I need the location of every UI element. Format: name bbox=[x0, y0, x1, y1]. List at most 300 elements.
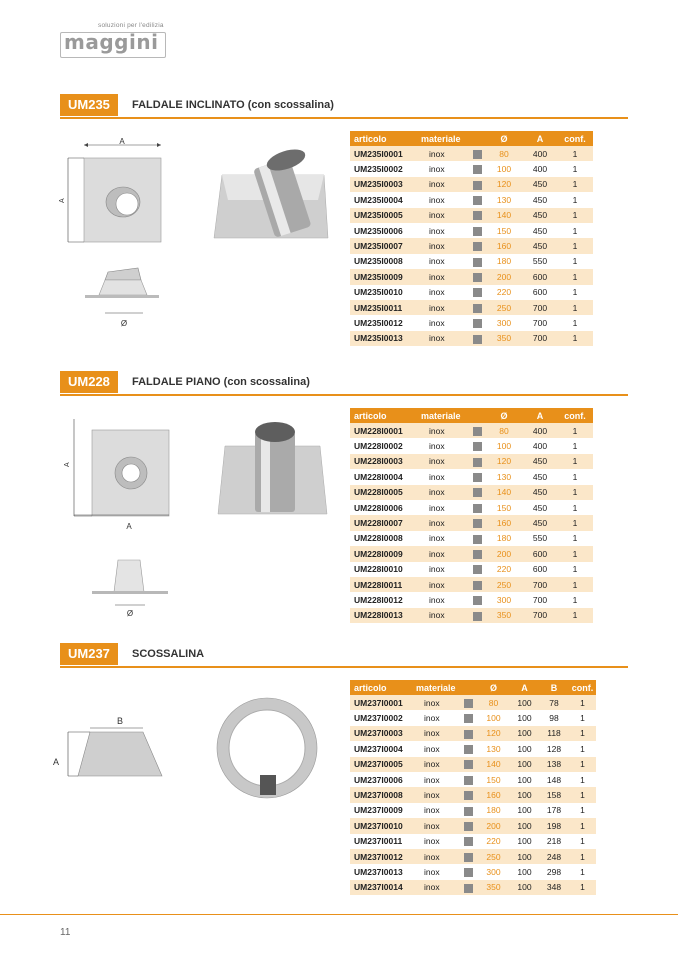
article-code: UM235I0002 bbox=[354, 164, 403, 175]
swatch-square bbox=[473, 612, 482, 621]
diameter-cell: 150 bbox=[496, 225, 512, 236]
value-cell: 1 bbox=[580, 866, 585, 877]
table-header-row bbox=[350, 680, 596, 695]
value-cell: 1 bbox=[580, 836, 585, 847]
material-swatch bbox=[469, 438, 485, 453]
dim-label-diam: Ø bbox=[126, 609, 134, 618]
material-swatch bbox=[459, 787, 477, 802]
material-swatch bbox=[469, 223, 485, 238]
value-cell: 450 bbox=[532, 225, 548, 236]
swatch-square bbox=[464, 730, 473, 739]
diameter-cell: 200 bbox=[485, 269, 523, 284]
material-swatch bbox=[469, 208, 485, 223]
article-code: UM235I0013 bbox=[350, 331, 417, 346]
value-cell: 600 bbox=[523, 269, 557, 284]
section-code: UM228 bbox=[60, 371, 118, 393]
swatch-square bbox=[473, 304, 482, 313]
material-swatch bbox=[469, 177, 485, 192]
swatch-square bbox=[473, 581, 482, 590]
material-cell: inox bbox=[417, 238, 469, 253]
swatch-square bbox=[473, 288, 482, 297]
swatch-square bbox=[473, 273, 482, 282]
material-cell: inox bbox=[424, 743, 440, 754]
article-code: UM237I0005 bbox=[350, 757, 412, 772]
table-row bbox=[350, 531, 593, 546]
article-code: UM228I0007 bbox=[350, 515, 417, 530]
value-cell: 1 bbox=[569, 787, 596, 802]
table-row bbox=[350, 238, 593, 253]
dim-label-a: A bbox=[53, 757, 60, 767]
table-row bbox=[350, 177, 593, 192]
table-row bbox=[350, 192, 593, 207]
material-swatch bbox=[469, 423, 485, 438]
swatch-square bbox=[473, 565, 482, 574]
article-code: UM228I0009 bbox=[350, 546, 417, 561]
section-header-um235 bbox=[60, 94, 628, 116]
material-swatch bbox=[469, 285, 485, 300]
table-row bbox=[350, 300, 593, 315]
table-row bbox=[350, 787, 596, 802]
table-row bbox=[350, 577, 593, 592]
value-cell: 1 bbox=[557, 577, 593, 592]
spec-table-um237 bbox=[350, 680, 596, 895]
value-cell: 450 bbox=[523, 238, 557, 253]
column-header: materiale bbox=[417, 131, 469, 146]
section-rule bbox=[60, 117, 628, 119]
swatch-square bbox=[464, 760, 473, 769]
diameter-cell: 100 bbox=[496, 164, 512, 175]
table-row bbox=[350, 423, 593, 438]
material-cell: inox bbox=[424, 805, 440, 816]
diameter-cell: 220 bbox=[486, 836, 501, 847]
swatch-square bbox=[473, 535, 482, 544]
article-code: UM228I0003 bbox=[350, 454, 417, 469]
material-cell: inox bbox=[417, 146, 469, 161]
swatch-square bbox=[464, 807, 473, 816]
dim-label-a: A bbox=[119, 137, 125, 146]
table-row bbox=[350, 485, 593, 500]
value-cell: 1 bbox=[572, 256, 578, 267]
value-cell: 600 bbox=[523, 546, 557, 561]
table-row bbox=[350, 469, 593, 484]
table-row bbox=[350, 849, 596, 864]
value-cell: 1 bbox=[580, 805, 585, 816]
diameter-cell: 80 bbox=[485, 146, 523, 161]
swatch-square bbox=[464, 868, 473, 877]
article-code: UM235I0004 bbox=[354, 194, 403, 205]
diameter-cell: 160 bbox=[485, 515, 523, 530]
swatch-square bbox=[473, 242, 482, 251]
swatch-square bbox=[473, 196, 482, 205]
swatch-square bbox=[473, 519, 482, 528]
article-code: UM235I0012 bbox=[354, 317, 403, 328]
material-swatch bbox=[469, 454, 485, 469]
section-title: FALDALE PIANO (con scossalina) bbox=[132, 376, 310, 388]
brand-logo bbox=[60, 22, 168, 58]
material-cell: inox bbox=[417, 577, 469, 592]
material-swatch bbox=[459, 818, 477, 833]
value-cell: 218 bbox=[546, 836, 562, 847]
swatch-square bbox=[464, 745, 473, 754]
value-cell: 1 bbox=[572, 317, 578, 328]
article-code: UM235I0003 bbox=[350, 177, 417, 192]
material-swatch bbox=[459, 849, 477, 864]
material-swatch bbox=[469, 331, 485, 346]
brand-name: maggini bbox=[64, 30, 159, 54]
value-cell: 1 bbox=[572, 564, 578, 575]
article-code: UM237I0009 bbox=[354, 805, 403, 816]
value-cell: 400 bbox=[523, 423, 557, 438]
value-cell: 1 bbox=[569, 818, 596, 833]
diameter-cell: 350 bbox=[485, 331, 523, 346]
table-body bbox=[350, 695, 596, 895]
column-header: articolo bbox=[350, 131, 417, 146]
table-row bbox=[350, 772, 596, 787]
table-row bbox=[350, 864, 596, 879]
material-swatch bbox=[459, 741, 477, 756]
swatch-square bbox=[473, 427, 482, 436]
article-code: UM228I0013 bbox=[350, 608, 417, 623]
value-cell: 100 bbox=[517, 743, 532, 754]
table-row bbox=[350, 726, 596, 741]
table-row bbox=[350, 562, 593, 577]
material-swatch bbox=[469, 192, 485, 207]
table-row bbox=[350, 592, 593, 607]
brand-tagline: soluzioni per l'edilizia bbox=[98, 22, 164, 29]
swatch-square bbox=[464, 791, 473, 800]
dim-label-side: A bbox=[59, 198, 66, 203]
diameter-cell: 180 bbox=[496, 533, 512, 544]
table-row bbox=[350, 834, 596, 849]
article-code: UM237I0001 bbox=[350, 695, 412, 710]
diameter-cell: 220 bbox=[496, 564, 512, 575]
diameter-cell: 150 bbox=[486, 774, 501, 785]
value-cell: 1 bbox=[557, 485, 593, 500]
diameter-cell: 140 bbox=[485, 485, 523, 500]
value-cell: 128 bbox=[546, 743, 562, 754]
technical-drawing-um237 bbox=[50, 712, 180, 782]
material-cell: inox bbox=[429, 564, 445, 575]
article-code: UM228I0012 bbox=[354, 594, 403, 605]
column-header bbox=[459, 680, 477, 695]
diameter-cell: 220 bbox=[496, 287, 512, 298]
diameter-cell: 300 bbox=[496, 317, 512, 328]
material-swatch bbox=[459, 803, 477, 818]
material-cell: inox bbox=[429, 287, 445, 298]
value-cell: 1 bbox=[572, 471, 578, 482]
material-swatch bbox=[469, 515, 485, 530]
material-cell: inox bbox=[417, 546, 469, 561]
value-cell: 550 bbox=[532, 533, 548, 544]
section-header-um237 bbox=[60, 643, 628, 665]
section-title: FALDALE INCLINATO (con scossalina) bbox=[132, 99, 334, 111]
value-cell: 248 bbox=[539, 849, 569, 864]
material-cell: inox bbox=[429, 471, 445, 482]
material-swatch bbox=[469, 546, 485, 561]
diameter-cell: 130 bbox=[496, 194, 512, 205]
value-cell: 600 bbox=[532, 287, 548, 298]
value-cell: 100 bbox=[510, 849, 539, 864]
diameter-cell: 300 bbox=[486, 866, 501, 877]
table-row bbox=[350, 710, 596, 725]
table-row bbox=[350, 315, 593, 330]
material-swatch bbox=[459, 695, 477, 710]
article-code: UM235I0011 bbox=[350, 300, 417, 315]
value-cell: 1 bbox=[572, 533, 578, 544]
swatch-square bbox=[473, 181, 482, 190]
diameter-cell: 130 bbox=[496, 471, 512, 482]
diameter-cell: 160 bbox=[477, 787, 510, 802]
column-header: Ø bbox=[485, 408, 523, 423]
value-cell: 450 bbox=[523, 515, 557, 530]
swatch-square bbox=[473, 442, 482, 451]
diameter-cell: 200 bbox=[485, 546, 523, 561]
value-cell: 450 bbox=[532, 471, 548, 482]
material-swatch bbox=[469, 500, 485, 515]
material-cell: inox bbox=[429, 441, 445, 452]
value-cell: 400 bbox=[532, 164, 548, 175]
material-swatch bbox=[469, 485, 485, 500]
column-header: Ø bbox=[485, 131, 523, 146]
column-header: conf. bbox=[557, 131, 593, 146]
value-cell: 700 bbox=[523, 331, 557, 346]
swatch-square bbox=[464, 714, 473, 723]
material-cell: inox bbox=[412, 695, 459, 710]
swatch-square bbox=[473, 504, 482, 513]
swatch-square bbox=[473, 550, 482, 559]
column-header: A bbox=[523, 131, 557, 146]
article-code: UM237I0008 bbox=[350, 787, 412, 802]
table-header-row bbox=[350, 131, 593, 146]
material-cell: inox bbox=[424, 836, 440, 847]
diameter-cell: 180 bbox=[486, 805, 501, 816]
table-row bbox=[350, 515, 593, 530]
value-cell: 1 bbox=[572, 441, 578, 452]
article-code: UM228I0005 bbox=[350, 485, 417, 500]
value-cell: 700 bbox=[532, 317, 548, 328]
value-cell: 100 bbox=[510, 880, 539, 895]
diameter-cell: 300 bbox=[496, 594, 512, 605]
material-swatch bbox=[459, 864, 477, 879]
material-swatch bbox=[469, 608, 485, 623]
material-swatch bbox=[469, 161, 485, 176]
value-cell: 298 bbox=[546, 866, 562, 877]
swatch-square bbox=[464, 776, 473, 785]
material-cell: inox bbox=[412, 757, 459, 772]
material-swatch bbox=[469, 300, 485, 315]
table-row bbox=[350, 208, 593, 223]
material-cell: inox bbox=[412, 849, 459, 864]
value-cell: 348 bbox=[539, 880, 569, 895]
article-code: UM235I0010 bbox=[354, 287, 403, 298]
value-cell: 1 bbox=[557, 300, 593, 315]
diameter-cell: 150 bbox=[496, 502, 512, 513]
diameter-cell: 160 bbox=[485, 238, 523, 253]
swatch-square bbox=[464, 853, 473, 862]
column-header: articolo bbox=[350, 408, 417, 423]
material-swatch bbox=[469, 315, 485, 330]
diameter-cell: 80 bbox=[485, 423, 523, 438]
diameter-cell: 100 bbox=[496, 441, 512, 452]
swatch-square bbox=[473, 211, 482, 220]
material-swatch bbox=[459, 880, 477, 895]
material-cell: inox bbox=[424, 713, 440, 724]
material-cell: inox bbox=[429, 194, 445, 205]
material-cell: inox bbox=[412, 818, 459, 833]
material-cell: inox bbox=[412, 787, 459, 802]
material-swatch bbox=[459, 772, 477, 787]
swatch-square bbox=[473, 319, 482, 328]
value-cell: 450 bbox=[523, 208, 557, 223]
article-code: UM228I0006 bbox=[354, 502, 403, 513]
value-cell: 1 bbox=[572, 502, 578, 513]
article-code: UM228I0010 bbox=[354, 564, 403, 575]
table-row bbox=[350, 223, 593, 238]
article-code: UM228I0008 bbox=[354, 533, 403, 544]
technical-drawing-um235 bbox=[55, 135, 185, 335]
swatch-square bbox=[464, 699, 473, 708]
value-cell: 100 bbox=[510, 787, 539, 802]
material-cell: inox bbox=[429, 164, 445, 175]
value-cell: 1 bbox=[572, 594, 578, 605]
section-header-um228 bbox=[60, 371, 628, 393]
value-cell: 1 bbox=[557, 208, 593, 223]
value-cell: 100 bbox=[517, 774, 532, 785]
article-code: UM235I0007 bbox=[350, 238, 417, 253]
value-cell: 100 bbox=[517, 866, 532, 877]
article-code: UM237I0003 bbox=[350, 726, 412, 741]
material-swatch bbox=[469, 469, 485, 484]
diameter-cell: 80 bbox=[477, 695, 510, 710]
diameter-cell: 130 bbox=[486, 743, 501, 754]
diameter-cell: 350 bbox=[485, 608, 523, 623]
article-code: UM228I0004 bbox=[354, 471, 403, 482]
material-cell: inox bbox=[417, 208, 469, 223]
value-cell: 1 bbox=[569, 726, 596, 741]
table-row bbox=[350, 331, 593, 346]
value-cell: 148 bbox=[546, 774, 562, 785]
dim-label-a: A bbox=[126, 522, 132, 531]
value-cell: 100 bbox=[510, 818, 539, 833]
value-cell: 1 bbox=[580, 713, 585, 724]
value-cell: 1 bbox=[572, 225, 578, 236]
value-cell: 1 bbox=[569, 880, 596, 895]
material-swatch bbox=[469, 269, 485, 284]
table-row bbox=[350, 285, 593, 300]
material-swatch bbox=[469, 577, 485, 592]
material-cell: inox bbox=[417, 300, 469, 315]
material-swatch bbox=[469, 531, 485, 546]
diameter-cell: 250 bbox=[485, 300, 523, 315]
table-row bbox=[350, 500, 593, 515]
swatch-square bbox=[473, 150, 482, 159]
article-code: UM228I0001 bbox=[350, 423, 417, 438]
article-code: UM237I0011 bbox=[354, 836, 403, 847]
swatch-square bbox=[473, 473, 482, 482]
article-code: UM237I0013 bbox=[354, 866, 403, 877]
table-row bbox=[350, 546, 593, 561]
value-cell: 1 bbox=[557, 331, 593, 346]
value-cell: 450 bbox=[523, 177, 557, 192]
table-row bbox=[350, 254, 593, 269]
value-cell: 1 bbox=[557, 515, 593, 530]
table-row bbox=[350, 695, 596, 710]
value-cell: 1 bbox=[557, 269, 593, 284]
section-title: SCOSSALINA bbox=[132, 648, 205, 660]
value-cell: 1 bbox=[557, 146, 593, 161]
value-cell: 178 bbox=[546, 805, 562, 816]
section-rule bbox=[60, 666, 628, 668]
value-cell: 78 bbox=[539, 695, 569, 710]
swatch-square bbox=[473, 258, 482, 267]
material-cell: inox bbox=[412, 726, 459, 741]
article-code: UM235I0006 bbox=[354, 225, 403, 236]
diameter-cell: 350 bbox=[477, 880, 510, 895]
article-code: UM237I0014 bbox=[350, 880, 412, 895]
value-cell: 1 bbox=[580, 774, 585, 785]
table-body bbox=[350, 146, 593, 346]
table-header-row bbox=[350, 408, 593, 423]
product-image-um235 bbox=[212, 140, 330, 242]
material-cell: inox bbox=[429, 256, 445, 267]
column-header bbox=[469, 131, 485, 146]
article-code: UM228I0002 bbox=[354, 441, 403, 452]
spec-table-um228 bbox=[350, 408, 593, 623]
value-cell: 1 bbox=[557, 546, 593, 561]
material-cell: inox bbox=[417, 515, 469, 530]
diameter-cell: 120 bbox=[485, 454, 523, 469]
footer-rule bbox=[0, 914, 678, 915]
value-cell: 700 bbox=[532, 594, 548, 605]
material-swatch bbox=[469, 562, 485, 577]
value-cell: 450 bbox=[523, 485, 557, 500]
value-cell: 100 bbox=[517, 805, 532, 816]
material-cell: inox bbox=[424, 774, 440, 785]
column-header: articolo bbox=[350, 680, 412, 695]
value-cell: 158 bbox=[539, 787, 569, 802]
material-swatch bbox=[459, 710, 477, 725]
value-cell: 600 bbox=[532, 564, 548, 575]
material-swatch bbox=[469, 254, 485, 269]
value-cell: 98 bbox=[549, 713, 559, 724]
article-code: UM237I0012 bbox=[350, 849, 412, 864]
diameter-cell: 140 bbox=[477, 757, 510, 772]
column-header: conf. bbox=[557, 408, 593, 423]
diameter-cell: 100 bbox=[486, 713, 501, 724]
value-cell: 1 bbox=[557, 608, 593, 623]
swatch-square bbox=[473, 458, 482, 467]
technical-drawing-um228 bbox=[60, 415, 190, 620]
table-body bbox=[350, 423, 593, 623]
value-cell: 1 bbox=[569, 849, 596, 864]
value-cell: 400 bbox=[532, 441, 548, 452]
diameter-cell: 250 bbox=[485, 577, 523, 592]
value-cell: 100 bbox=[510, 726, 539, 741]
swatch-square bbox=[464, 822, 473, 831]
material-cell: inox bbox=[424, 866, 440, 877]
table-row bbox=[350, 803, 596, 818]
table-row bbox=[350, 608, 593, 623]
article-code: UM237I0010 bbox=[350, 818, 412, 833]
diameter-cell: 200 bbox=[477, 818, 510, 833]
material-cell: inox bbox=[417, 269, 469, 284]
value-cell: 1 bbox=[569, 695, 596, 710]
article-code: UM235I0001 bbox=[350, 146, 417, 161]
table-row bbox=[350, 438, 593, 453]
material-cell: inox bbox=[417, 485, 469, 500]
value-cell: 100 bbox=[517, 836, 532, 847]
column-header bbox=[469, 408, 485, 423]
